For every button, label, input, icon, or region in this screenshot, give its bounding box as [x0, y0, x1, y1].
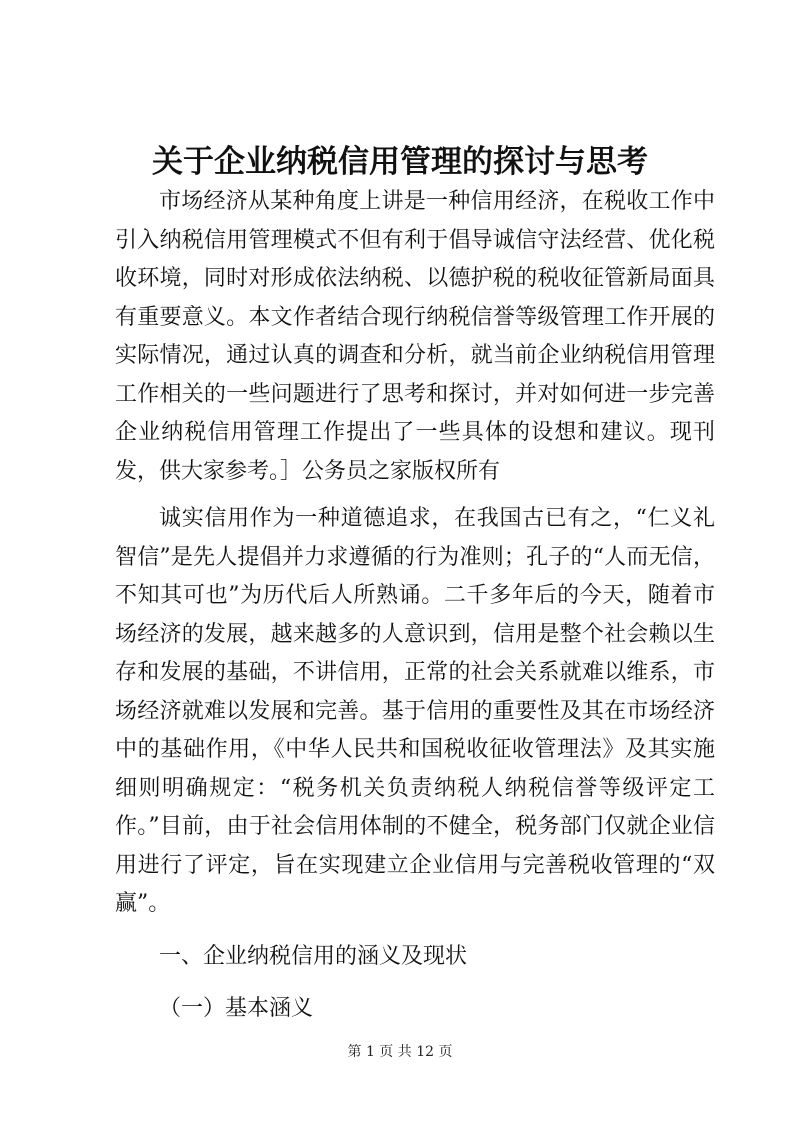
- document-body: [115, 183, 715, 1029]
- section-heading: 一、企业纳税信用的涵义及现状: [159, 943, 468, 969]
- page-number-footer: 第 1 页 共 12 页: [347, 1044, 453, 1060]
- body-paragraph-2: 诚实信用作为一种道德追求，在我国古已有之，“仁义礼智信”是先人提倡并力求遵循的行为准则；孔子的“人而无信，不知其可也”为历代后人所熟诵。二千多年后的今天，随着市场经济的发展，越来越多的人意识到，信用是整个社会赖以生存和发展的基础，不讲信用，正常的社会关系就难以维系，市场经济就难以发展和完善。基于信用的重要性及其在市场经济中的基础作用，《中华人民共和国税收征收管理法》及其实施细则明确规定：“税务机关负责纳税人纳税信誉等级评定工作。”目前，由于社会信用体制的不健全，税务部门仅就企业信用进行了评定，旨在实现建立企业信用与完善税收管理的“双赢”。: [115, 506, 715, 916]
- body-paragraph-1: 市场经济从某种角度上讲是一种信用经济，在税收工作中引入纳税信用管理模式不但有利于倡导诚信守法经营、优化税收环境，同时对形成依法纳税、以德护税的税收征管新局面具有重要意义。本文作者结合现行纳税信誉等级管理工作开展的实际情况，通过认真的调查和分析，就当前企业纳税信用管理工作相关的一些问题进行了思考和探讨，并对如何进一步完善企业纳税信用管理工作提出了一些具体的设想和建议。现刊发，供大家参考。］公务员之家版权所有: [115, 189, 715, 484]
- document-title: 关于企业纳税信用管理的探讨与思考: [152, 144, 648, 180]
- subsection-heading: （一）基本涵义: [159, 996, 314, 1021]
